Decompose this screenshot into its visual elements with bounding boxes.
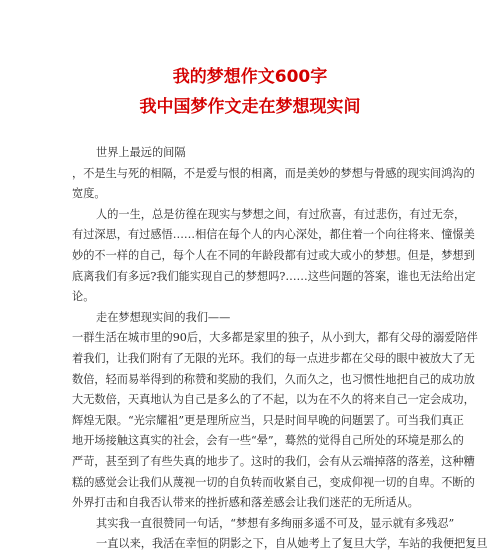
text-line: ，不是生与死的相隔，不是爱与恨的相离，而是美妙的梦想与骨感的现实间鸿沟的 (72, 166, 475, 180)
text-line: 一直以来，我活在幸恒的阴影之下，自从她考上了复旦大学，车站的我便把复旦 (96, 537, 488, 551)
text-line: 数倍，轻而易举得到的称赞和奖励的我们，久而久之，也习惯性地把自己的成功放 (72, 372, 475, 386)
title-line-1: 我的梦想作文600字 (172, 67, 328, 87)
text-line: 辉煌无限。“光宗耀祖”更是理所应当，只是时间早晚的问题罢了。可当我们真正 (72, 413, 464, 427)
text-line: 人的一生，总是彷徨在现实与梦想之间，有过欣喜，有过悲伤，有过无奈， (96, 207, 466, 221)
essay-body (72, 143, 488, 555)
text-line: 严苛，甚至到了有些失真的地步了。这时的我们，会有从云端掉落的落差，这种糟 (72, 454, 475, 468)
text-line: 宽度。 (72, 187, 106, 201)
title-line-2: 我中国梦作文走在梦想现实间 (139, 97, 361, 117)
text-line: 妙的不一样的自己，每个人在不同的年龄段都有过或大或小的梦想。但是，梦想到 (72, 248, 475, 262)
text-line: 底离我们有多远?我们能实现自己的梦想吗?……这些问题的答案，谁也无法给出定 (72, 269, 476, 283)
text-line: 地开场接触这真实的社会，会有一些“晕”，蓦然的觉得自己所处的环境是那么的 (72, 434, 464, 448)
text-line: 论。 (72, 290, 95, 304)
text-line: 大无数倍，天真地认为自己是多么的了不起，以为在不久的将来自己一定会成功， (72, 393, 475, 407)
text-line: 其实我一直很赞同一句话，“梦想有多绚丽多遥不可及，显示就有多残忍” (96, 516, 455, 530)
title-block (0, 62, 500, 122)
text-line: 走在梦想现实间的我们—— (96, 310, 231, 324)
text-line: 一群生活在城市里的90后，大多都是家里的独子，从小到大，都有父母的溺爱陪伴 (72, 331, 478, 345)
text-line: 糕的感觉会让我们从蔑视一切的自负转而收紧自己，变成仰视一切的自卑。不断的 (72, 475, 475, 489)
text-line: 世界上最远的间隔 (96, 146, 186, 159)
text-line: 有过深思，有过感悟……相信在每个人的内心深处，都住着一个向往将来、憧憬美 (72, 228, 475, 242)
text-line: 外界打击和自我否认带来的挫折感和落差感会让我们迷茫的无所适从。 (72, 496, 419, 510)
text-line: 着我们，让我们附有了无限的光环。我们的每一点进步都在父母的眼中被放大了无 (72, 351, 475, 365)
